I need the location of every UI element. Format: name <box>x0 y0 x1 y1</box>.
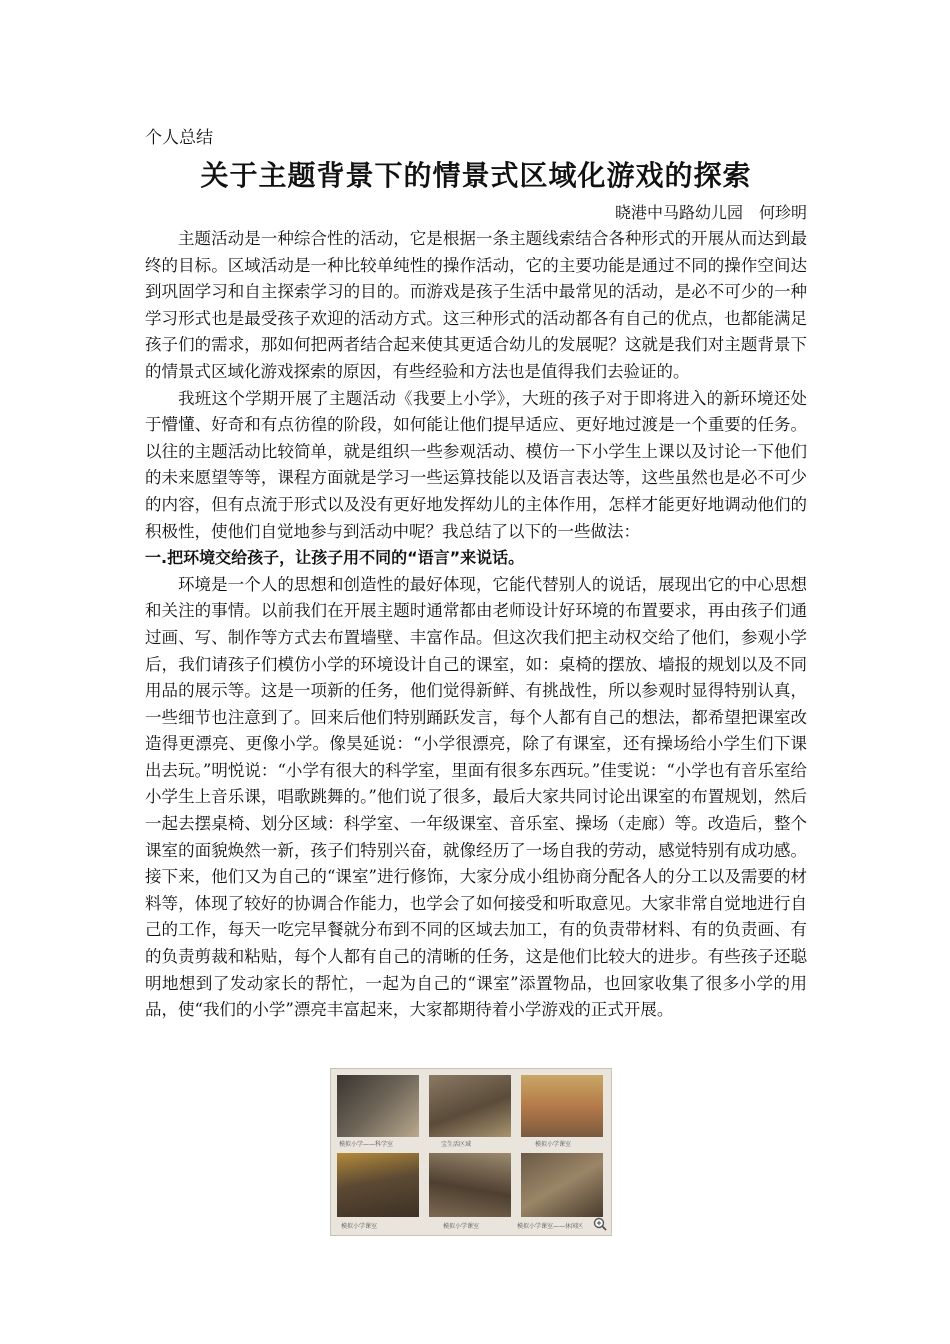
doc-title: 关于主题背景下的情景式区域化游戏的探索 <box>200 159 752 192</box>
magnifier-plus-icon[interactable] <box>593 1217 607 1231</box>
paragraph-context: 我班这个学期开展了主题活动《我要上小学》，大班的孩子对于即将进入的新环境还处于懵懂、好奇和有点彷徨的阶段，如何能让他们提早适应、更好地过渡是一个重要的任务。以往的主题活动比较简单，就是组织一些参观活动、模仿一下小学生上课以及讨论一下他们的未来愿望等等，课程方面就是学习一些运算技能以及语言表达等，这些虽然也是必不可少的内容，但有点流于形式以及没有更好地发挥幼儿的主体作用，怎样才能更好地调动他们的积极性，使他们自觉地参与到活动中呢？我总结了以下的一些做法： <box>145 388 807 541</box>
photo-life-area <box>429 1075 511 1137</box>
document-body <box>145 124 807 1024</box>
caption-2: 宝生活区域 <box>441 1141 472 1148</box>
photo-classroom-3 <box>429 1153 511 1217</box>
photo-classroom-2 <box>337 1153 419 1217</box>
photo-science-room <box>337 1075 419 1137</box>
caption-3: 模拟小学课室 <box>535 1141 572 1148</box>
caption-5: 模拟小学课室 <box>443 1223 480 1230</box>
photo-leisure-area <box>521 1153 603 1217</box>
paragraph-section-1: 环境是一个人的思想和创造性的最好体现，它能代替别人的说话，展现出它的中心思想和关注的事情。以前我们在开展主题时通常都由老师设计好环境的布置要求，再由孩子们通过画、写、制作等方式去布置墙壁、丰富作品。但这次我们把主动权交给了他们，参观小学后，我们请孩子们模仿小学的环境设计自己的课室，如：桌椅的摆放、墙报的规划以及不同用品的展示等。这是一项新的任务，他们觉得新鲜、有挑战性，所以参观时显得特别认真，一些细节也注意到了。回来后他们特别踊跃发言，每个人都有自己的想法，都希望把课室改造得更漂亮、更像小学。像昊延说：“小学很漂亮，除了有课室，还有操场给小学生们下课出去玩。”明悦说：“小学有很大的科学室，里面有很多东西玩。”佳雯说：“小学也有音乐室给小学生上音乐课，唱歌跳舞的。”他们说了很多，最后大家共同讨论出课室的布置规划，然后一起去摆桌椅、划分区域：科学室、一年级课室、音乐室、操场（走廊）等。改造后，整个课室的面貌焕然一新，孩子们特别兴奋，就像经历了一场自我的劳动，感觉特别有成功感。接下来，他们又为自己的“课室”进行修饰，大家分成小组协商分配各人的分工以及需要的材料等，体现了较好的协调合作能力，也学会了如何接受和听取意见。大家非常自觉地进行自己的工作，每天一吃完早餐就分布到不同的区域去加工，有的负责带材料、有的负责画、有的负责剪裁和粘贴，每个人都有自己的清晰的任务，这是他们比较大的进步。有些孩子还聪明地想到了发动家长的帮忙，一起为自己的“课室”添置物品，也回家收集了很多小学的用品，使“我们的小学”漂亮丰富起来，大家都期待着小学游戏的正式开展。 <box>145 574 807 1020</box>
photo-classroom-1 <box>521 1075 603 1137</box>
doc-author: 晓港中马路幼儿园 何珍明 <box>614 203 807 222</box>
classroom-photo-collage <box>330 1068 612 1236</box>
caption-1: 模拟小学——科学室 <box>339 1141 394 1148</box>
caption-6: 模拟小学课室——休闲区 <box>517 1223 584 1230</box>
section-heading-1: 一.把环境交给孩子，让孩子用不同的“语言”来说话。 <box>145 548 525 568</box>
caption-4: 模拟小学课室 <box>341 1223 378 1230</box>
doc-category: 个人总结 <box>145 128 213 148</box>
paragraph-intro: 主题活动是一种综合性的活动，它是根据一条主题线索结合各种形式的开展从而达到最终的目标。区域活动是一种比较单纯性的操作活动，它的主要功能是通过不同的操作空间达到巩固学习和自主探索学习的目的。而游戏是孩子生活中最常见的活动，是必不可少的一种学习形式也是最受孩子欢迎的活动方式。这三种形式的活动都各有自己的优点，也都能满足孩子们的需求，那如何把两者结合起来使其更适合幼儿的发展呢？这就是我们对主题背景下的情景式区域化游戏探索的原因，有些经验和方法也是值得我们去验证的。 <box>145 229 807 381</box>
